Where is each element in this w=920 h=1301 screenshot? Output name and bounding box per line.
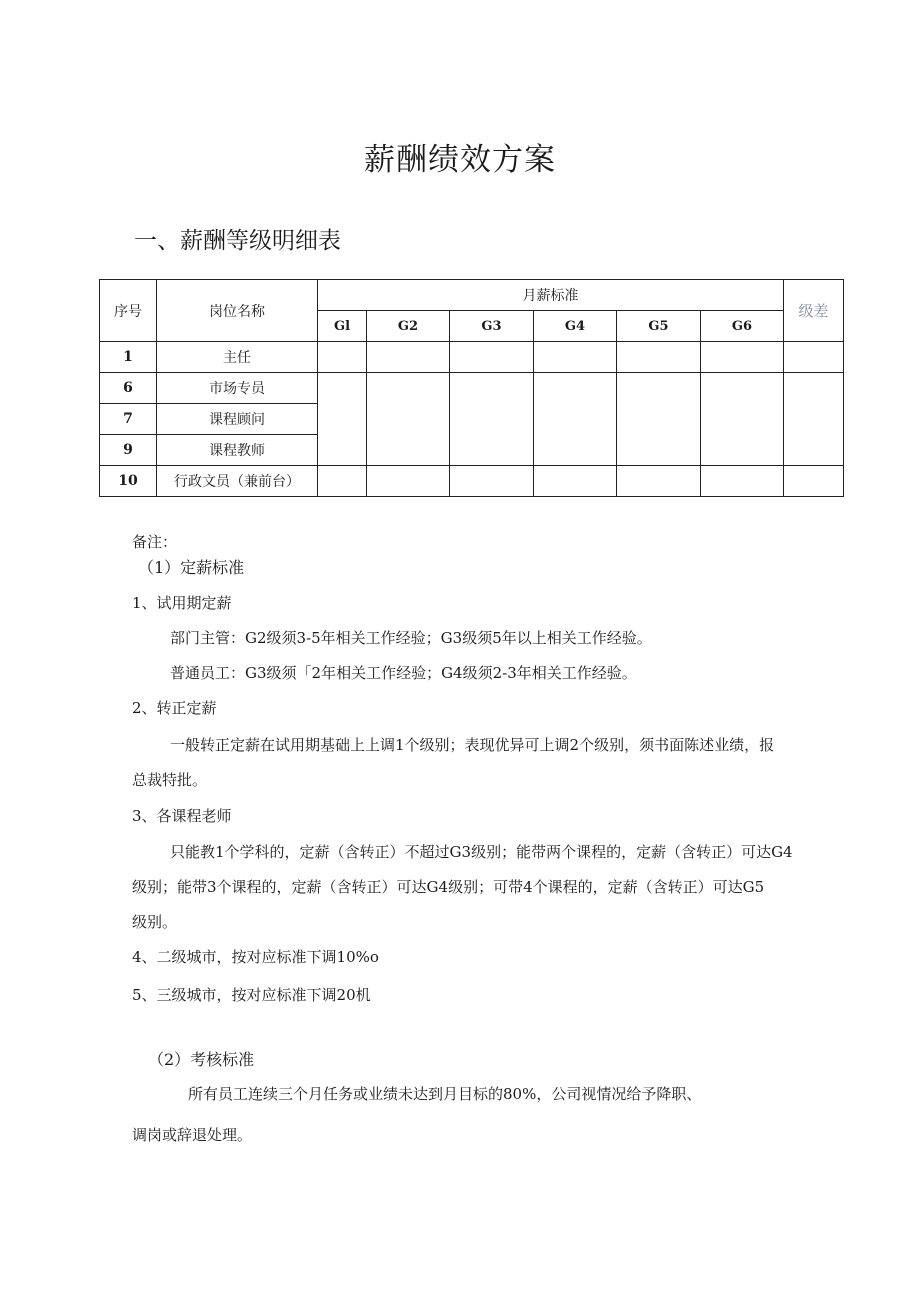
item-second-tier-city: 4、二级城市，按对应标准下调10%o <box>132 948 379 966</box>
page-title: 薪酬绩效方案 <box>364 142 556 178</box>
item-third-tier-city: 5、三级城市，按对应标准下调20机 <box>132 986 371 1004</box>
header-grade-g6: G6 <box>701 311 784 342</box>
item-probation-staff: 普通员工：G3级须「2年相关工作经验；G4级须2-3年相关工作经验。 <box>170 664 637 682</box>
row-seq: 6 <box>100 373 157 404</box>
notes-label: 备注： <box>132 533 178 551</box>
cell-empty <box>617 466 701 497</box>
assessment-line2: 调岗或辞退处理。 <box>132 1126 253 1144</box>
table-row <box>100 342 844 373</box>
cell-empty <box>367 373 450 466</box>
item-teachers: 3、各课程老师 <box>132 807 232 825</box>
row-position-name: 行政文员（兼前台） <box>157 466 318 497</box>
cell-empty <box>701 373 784 466</box>
header-grade-g5: G5 <box>617 311 701 342</box>
cell-empty <box>701 466 784 497</box>
item-probation-salary: 1、试用期定薪 <box>132 594 232 612</box>
cell-empty <box>784 373 844 466</box>
header-monthly-standard: 月薪标准 <box>318 280 784 311</box>
header-grade-g4: G4 <box>534 311 617 342</box>
row-position-name: 市场专员 <box>157 373 318 404</box>
header-seq: 序号 <box>100 280 157 342</box>
cell-empty <box>318 342 367 373</box>
assessment-line1: 所有员工连续三个月任务或业绩未达到月目标的80%，公司视情况给予降职、 <box>188 1085 702 1103</box>
cell-empty <box>450 342 534 373</box>
subsection-assessment: （2）考核标准 <box>148 1050 255 1069</box>
item-regular-salary: 2、转正定薪 <box>132 699 217 717</box>
item-teachers-line3: 级别。 <box>132 913 178 931</box>
cell-empty <box>534 342 617 373</box>
cell-empty <box>367 466 450 497</box>
cell-empty <box>617 342 701 373</box>
cell-empty <box>367 342 450 373</box>
cell-empty <box>450 466 534 497</box>
item-probation-managers: 部门主管：G2级须3-5年相关工作经验；G3级须5年以上相关工作经验。 <box>170 629 652 647</box>
item-teachers-line1: 只能教1个学科的，定薪（含转正）不超过G3级别；能带两个课程的，定薪（含转正）可达G4 <box>170 843 793 861</box>
row-seq: 10 <box>100 466 157 497</box>
item-regular-line2: 总裁特批。 <box>132 771 208 789</box>
cell-empty <box>318 373 367 466</box>
item-teachers-line2: 级别；能带3个课程的，定薪（含转正）可达G4级别；可带4个课程的，定薪（含转正）可达G5 <box>132 878 765 896</box>
section-heading-salary-table: 一、薪酬等级明细表 <box>134 228 341 254</box>
cell-empty <box>784 466 844 497</box>
header-grade-diff: 级差 <box>784 280 844 342</box>
cell-empty <box>701 342 784 373</box>
header-grade-g1: Gl <box>318 311 367 342</box>
table-row <box>100 373 844 404</box>
cell-empty <box>318 466 367 497</box>
row-position-name: 课程顾问 <box>157 404 318 435</box>
header-position: 岗位名称 <box>157 280 318 342</box>
cell-empty <box>534 373 617 466</box>
cell-empty <box>450 373 534 466</box>
subsection-salary-standard: （1）定薪标准 <box>138 558 245 577</box>
row-seq: 9 <box>100 435 157 466</box>
row-seq: 7 <box>100 404 157 435</box>
row-position-name: 课程教师 <box>157 435 318 466</box>
header-grade-g2: G2 <box>367 311 450 342</box>
item-regular-line1: 一般转正定薪在试用期基础上上调1个级别；表现优异可上调2个级别，须书面陈述业绩，报 <box>170 736 775 754</box>
cell-empty <box>617 373 701 466</box>
header-grade-g3: G3 <box>450 311 534 342</box>
table-row <box>100 466 844 497</box>
row-position-name: 主任 <box>157 342 318 373</box>
cell-empty <box>784 342 844 373</box>
row-seq: 1 <box>100 342 157 373</box>
salary-grade-table <box>99 279 844 497</box>
cell-empty <box>534 466 617 497</box>
